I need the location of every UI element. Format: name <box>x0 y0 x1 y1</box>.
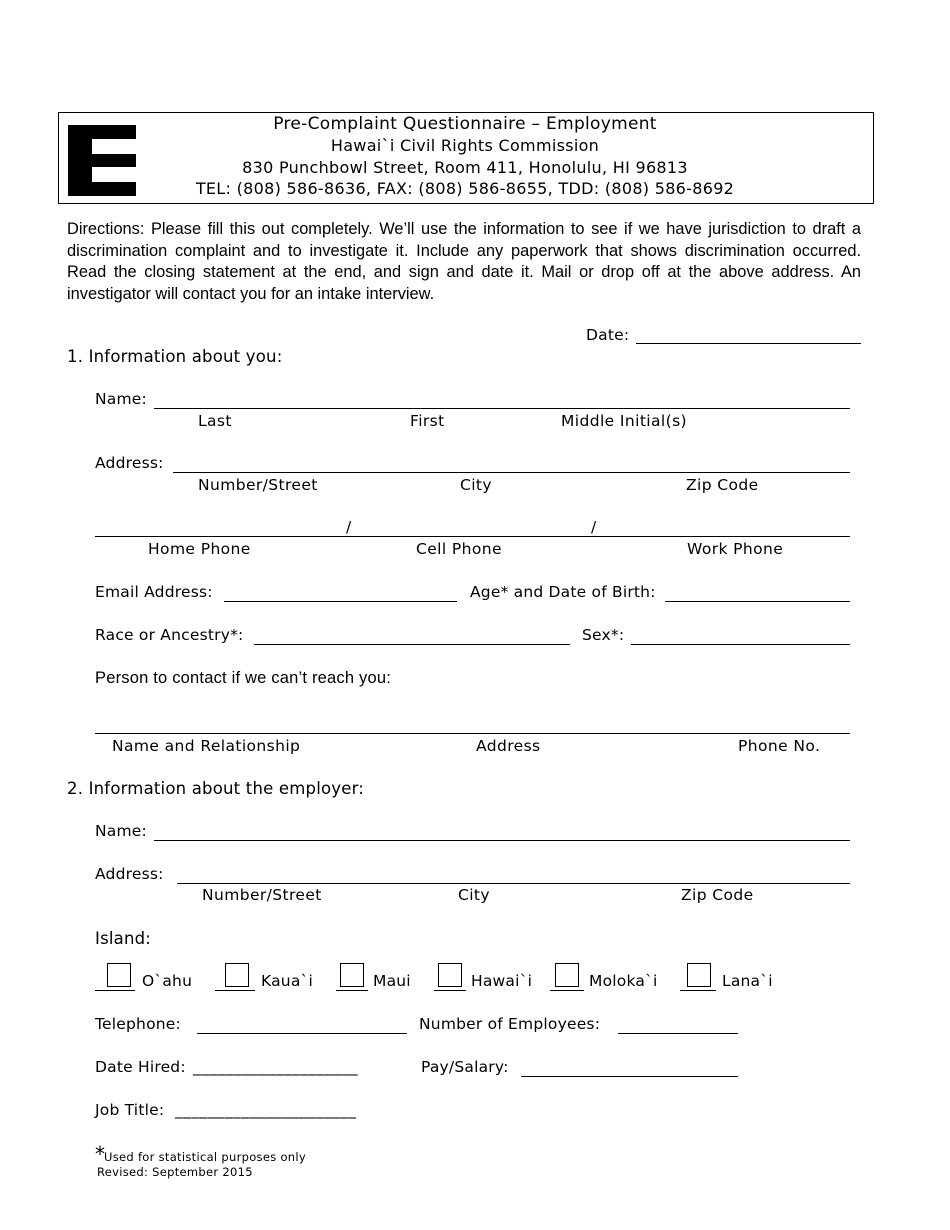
race-label: Race or Ancestry*: <box>95 626 244 644</box>
hawaii-checkbox[interactable] <box>438 963 462 987</box>
telephone-label: Telephone: <box>95 1015 181 1033</box>
name-sub-first: First <box>410 412 445 430</box>
date-hired-blank: ____________________ <box>193 1058 358 1076</box>
kauai-checkbox[interactable] <box>225 963 249 987</box>
section-1-title: 1. Information about you: <box>67 347 283 366</box>
island-label: Island: <box>95 929 152 948</box>
maui-underline <box>336 990 368 991</box>
employer-address-label: Address: <box>95 865 164 883</box>
revised-date: Revised: September 2015 <box>97 1165 253 1179</box>
lanai-label: Lana`i <box>722 972 773 990</box>
sex-line <box>631 644 850 645</box>
date-label: Date: <box>586 326 630 344</box>
form-title: Pre-Complaint Questionnaire – Employment <box>273 114 657 134</box>
date-line <box>636 343 861 344</box>
address-sub-city: City <box>460 476 492 494</box>
age-dob-line <box>665 601 850 602</box>
employees-input[interactable] <box>622 1014 734 1032</box>
name-sub-middle: Middle Initial(s) <box>561 412 687 430</box>
employer-address-sub-city: City <box>458 886 490 904</box>
org-address: 830 Punchbowl Street, Room 411, Honolulu, HI 96813 <box>242 158 688 177</box>
applicant-name-label: Name: <box>95 390 147 408</box>
email-label: Email Address: <box>95 583 213 601</box>
phone-sub-home: Home Phone <box>148 540 251 558</box>
molokai-label: Moloka`i <box>589 972 658 990</box>
phone-slash-2: / <box>591 518 597 536</box>
email-line <box>224 601 457 602</box>
address-sub-street: Number/Street <box>198 476 318 494</box>
employees-line <box>618 1033 738 1034</box>
sex-label: Sex*: <box>582 626 625 644</box>
logo-gap-top <box>92 139 136 154</box>
phones-line <box>95 536 850 537</box>
applicant-address-line <box>173 472 850 473</box>
section-2-title: 2. Information about the employer: <box>67 779 365 798</box>
job-title-blank: ______________________ <box>175 1101 357 1119</box>
employer-address-input[interactable] <box>181 864 846 882</box>
age-dob-input[interactable] <box>669 582 847 600</box>
contact-sub-name: Name and Relationship <box>112 737 301 755</box>
contact-sub-address: Address <box>476 737 541 755</box>
hawaii-underline <box>434 990 466 991</box>
phone-sub-cell: Cell Phone <box>416 540 502 558</box>
applicant-address-label: Address: <box>95 454 164 472</box>
race-input[interactable] <box>258 625 566 643</box>
employer-address-sub-zip: Zip Code <box>681 886 754 904</box>
employer-name-label: Name: <box>95 822 147 840</box>
oahu-underline <box>95 990 135 991</box>
commission-e-logo <box>68 125 136 196</box>
logo-gap-bottom <box>92 167 136 182</box>
race-line <box>254 644 570 645</box>
phone-sub-work: Work Phone <box>687 540 784 558</box>
maui-label: Maui <box>373 972 411 990</box>
applicant-address-input[interactable] <box>178 453 846 471</box>
directions-text: Directions: Please fill this out completely. We’ll use the information to see if we have jurisdiction to draft a discrimination complaint and to investigate it. Include any paperwork that shows discrimination occurred. Read the closing statement at the end, and sign and date it. Mail or drop off at the above address. An investigator will contact you for an intake interview. <box>67 220 861 303</box>
date-input[interactable] <box>640 324 858 342</box>
cell-phone-input[interactable] <box>360 517 585 535</box>
lanai-checkbox[interactable] <box>687 963 711 987</box>
employer-telephone-input[interactable] <box>201 1014 403 1032</box>
footnote-star: * <box>95 1142 105 1166</box>
org-contact: TEL: (808) 586-8636, FAX: (808) 586-8655, TDD: (808) 586-8692 <box>195 179 735 198</box>
phone-slash-1: / <box>346 518 352 536</box>
employer-name-input[interactable] <box>158 821 846 839</box>
pay-input[interactable] <box>525 1057 734 1075</box>
employees-label: Number of Employees: <box>419 1015 601 1033</box>
hawaii-label: Hawai`i <box>471 972 533 990</box>
date-hired-input[interactable] <box>195 1056 395 1074</box>
job-title-label: Job Title: <box>95 1101 165 1119</box>
pay-label: Pay/Salary: <box>421 1058 509 1076</box>
employer-address-line <box>177 883 850 884</box>
sex-input[interactable] <box>635 625 847 643</box>
employer-name-line <box>154 840 850 841</box>
emergency-contact-label: Person to contact if we can’t reach you: <box>95 669 391 687</box>
email-input[interactable] <box>228 582 453 600</box>
kauai-label: Kaua`i <box>261 972 313 990</box>
contact-sub-phone: Phone No. <box>738 737 821 755</box>
oahu-checkbox[interactable] <box>107 963 131 987</box>
applicant-name-line <box>154 408 850 409</box>
maui-checkbox[interactable] <box>340 963 364 987</box>
name-sub-last: Last <box>198 412 232 430</box>
emergency-contact-input[interactable] <box>100 714 845 732</box>
employer-address-sub-street: Number/Street <box>202 886 322 904</box>
kauai-underline <box>215 990 255 991</box>
date-hired-label: Date Hired: <box>95 1058 186 1076</box>
emergency-contact-line <box>95 733 850 734</box>
pay-line <box>521 1076 738 1077</box>
molokai-underline <box>550 990 584 991</box>
address-sub-zip: Zip Code <box>686 476 759 494</box>
footnote-text: Used for statistical purposes only <box>104 1150 306 1164</box>
molokai-checkbox[interactable] <box>555 963 579 987</box>
age-dob-label: Age* and Date of Birth: <box>470 583 656 601</box>
telephone-line <box>197 1033 407 1034</box>
applicant-name-input[interactable] <box>158 389 846 407</box>
oahu-label: O`ahu <box>142 972 193 990</box>
work-phone-input[interactable] <box>605 517 845 535</box>
lanai-underline <box>680 990 716 991</box>
job-title-input[interactable] <box>178 1099 398 1117</box>
org-name: Hawai`i Civil Rights Commission <box>330 136 600 155</box>
home-phone-input[interactable] <box>100 517 340 535</box>
